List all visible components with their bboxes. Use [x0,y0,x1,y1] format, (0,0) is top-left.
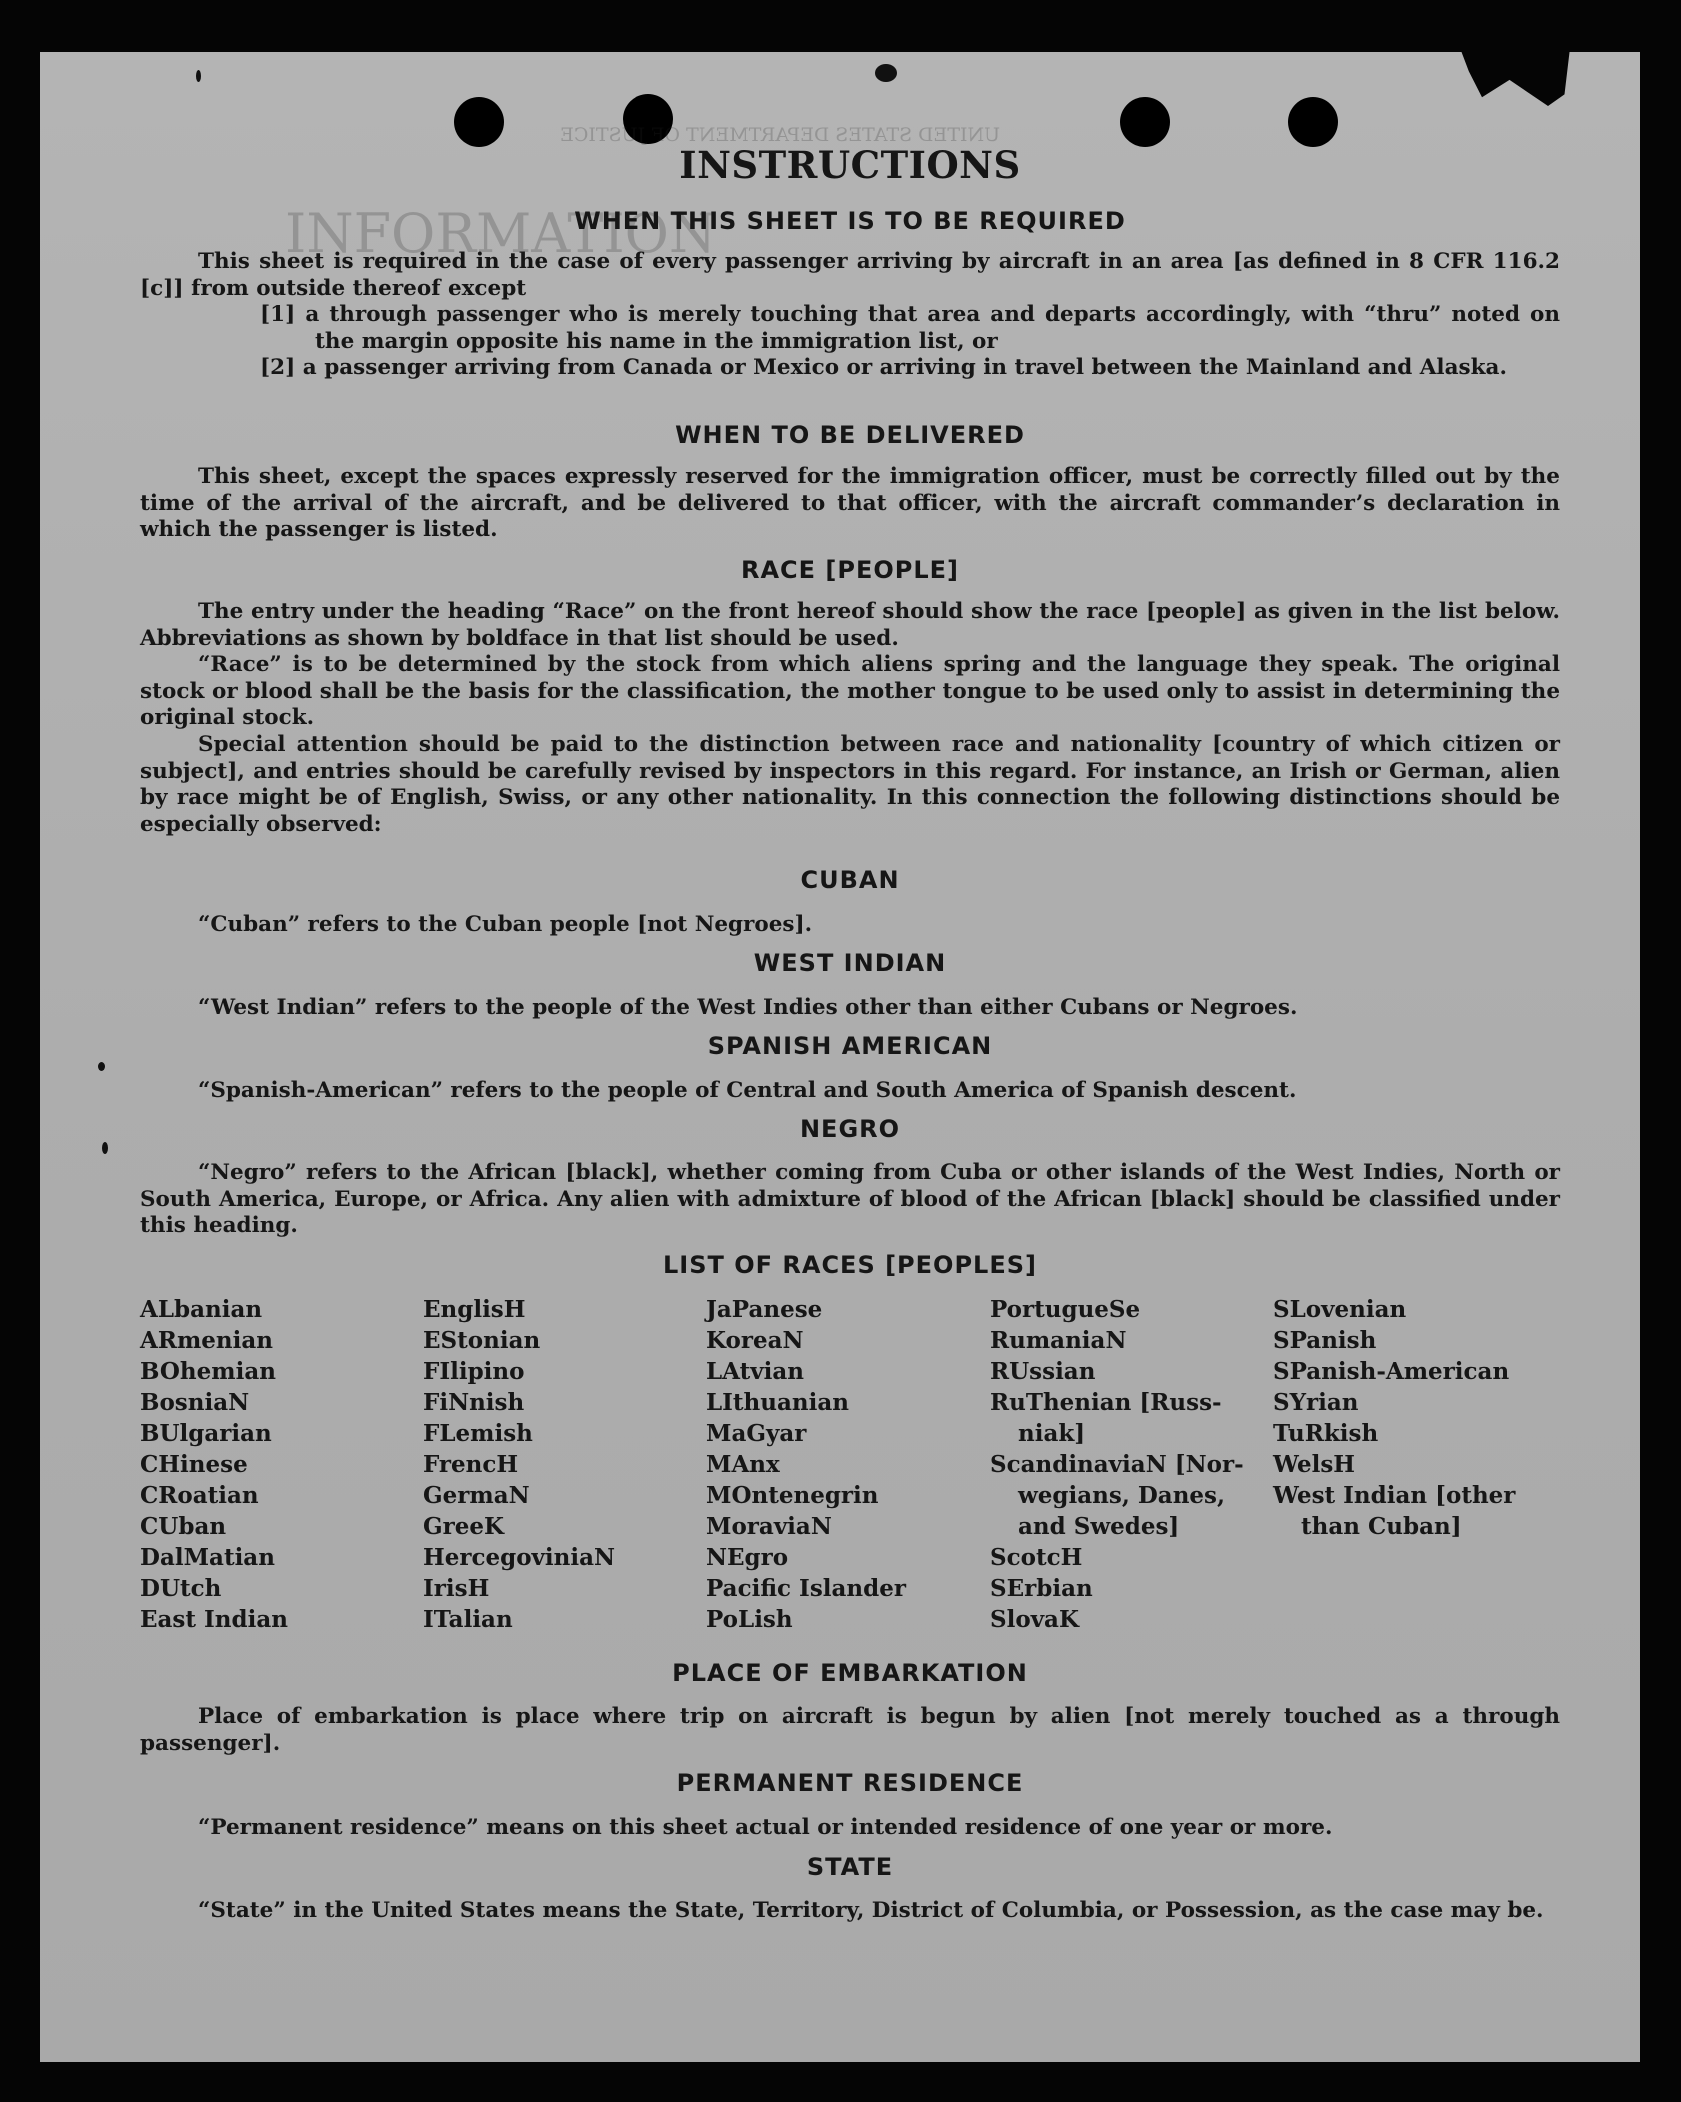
race-entry: HercegoviniaN [423,1544,616,1571]
race-entry: CHinese [140,1451,248,1478]
race-entry: PortugueSe [990,1296,1141,1323]
bleed-through-header: UNITED STATES DEPARTMENT OF JUSTICE [560,124,1001,146]
race-entry: EnglisH [423,1296,526,1323]
heading-list-of-races: LIST OF RACES [PEOPLES] [663,1251,1037,1279]
race-entry: IrisH [423,1575,490,1602]
races-list [140,1294,1560,1633]
race-paragraph-2: “Race” is to be determined by the stock from which aliens spring and the language they speak. The original stock or blood shall be the basis for the classification, the mother tongue to be used only to assist in determining the original stock. [140,652,1560,730]
heading-state: STATE [806,1853,894,1881]
spanish-american-text: “Spanish-American” refers to the people of Central and South America of Spanish descent. [198,1078,1297,1103]
race-entry: CRoatian [140,1482,259,1509]
page-title: INSTRUCTIONS [679,143,1021,187]
negro-text: “Negro” refers to the African [black], whether coming from Cuba or other islands of the West Indies, North or South America, Europe, or Africa. Any alien with admixture of blood of the African [black] should be classified under this heading. [140,1160,1560,1238]
race-entry: BUlgarian [140,1420,272,1447]
race-entry: BosniaN [140,1389,250,1416]
race-entry-continued: wegians, Danes, [1018,1482,1225,1509]
heading-race: RACE [PEOPLE] [740,556,960,584]
race-entry: PoLish [706,1606,793,1633]
cuban-text: “Cuban” refers to the Cuban people [not Negroes]. [198,912,813,937]
race-entry: EStonian [423,1327,541,1354]
residence-text: “Permanent residence” means on this sheet actual or intended residence of one year or more. [198,1815,1333,1840]
race-entry: FIlipino [423,1358,525,1385]
ink-speck [98,1062,105,1071]
ink-speck [196,70,201,82]
race-entry: TuRkish [1273,1420,1379,1447]
bleed-through-title: INFORMATION [285,202,717,265]
race-entry: ScotcH [990,1544,1083,1571]
race-entry: MoraviaN [706,1513,832,1540]
races-column-2 [423,1294,615,1635]
race-entry: LIthuanian [706,1389,849,1416]
torn-corner [1460,52,1570,106]
race-entry: RumaniaN [990,1327,1127,1354]
heading-permanent-residence: PERMANENT RESIDENCE [676,1769,1024,1797]
ink-speck [102,1142,108,1154]
race-entry: JaPanese [706,1296,823,1323]
race-entry-continued: niak] [1018,1420,1086,1447]
delivered-text: This sheet, except the spaces expressly reserved for the immigration officer, must be correctly filled out by the time of the arrival of the aircraft, and be delivered to that officer, with the aircraft commander’s declaration in which the passenger is listed. [140,464,1560,542]
heading-west-indian: WEST INDIAN [753,949,947,977]
race-entry: SPanish [1273,1327,1377,1354]
heading-place-of-embarkation: PLACE OF EMBARKATION [672,1659,1028,1687]
race-entry: East Indian [140,1606,288,1633]
race-entry: SPanish-American [1273,1358,1510,1385]
race-entry: KoreaN [706,1327,804,1354]
race-entry: MaGyar [706,1420,807,1447]
race-entry: NEgro [706,1544,789,1571]
race-entry: FiNnish [423,1389,525,1416]
punch-hole [1288,97,1338,147]
embarkation-text: Place of embarkation is place where trip on aircraft is begun by alien [not merely touched as a through passenger]. [140,1704,1560,1756]
race-entry: FLemish [423,1420,533,1447]
race-paragraph-3: Special attention should be paid to the distinction between race and nationality [country of which citizen or subject], and entries should be carefully revised by inspectors in this regard. For instance, an Irish or German, alien by race might be of English, Swiss, or any other nationality. In this connection the following distinctions should be especially observed: [140,732,1560,837]
race-entry: CUban [140,1513,227,1540]
race-entry: ALbanian [140,1296,263,1323]
race-entry: WelsH [1273,1451,1356,1478]
race-entry: BOhemian [140,1358,276,1385]
heading-negro: NEGRO [799,1115,901,1143]
race-entry: DalMatian [140,1544,275,1571]
document-sheet [40,52,1640,2062]
races-column-3 [706,1294,906,1635]
heading-spanish-american: SPANISH AMERICAN [707,1032,993,1060]
race-entry: DUtch [140,1575,222,1602]
heading-cuban: CUBAN [800,866,900,894]
races-column-1 [140,1294,288,1635]
required-item-1: [1] a through passenger who is merely touching that area and departs accordingly, with “thru” noted on the margin opposite his name in the immigration list, or [260,302,1560,354]
race-entry: LAtvian [706,1358,804,1385]
race-entry: Pacific Islander [706,1575,906,1602]
race-entry-continued: and Swedes] [1018,1513,1180,1540]
races-column-4 [990,1294,1244,1635]
heading-when-required: WHEN THIS SHEET IS TO BE REQUIRED [574,207,1126,235]
race-entry: FrencH [423,1451,519,1478]
race-entry: GermaN [423,1482,530,1509]
state-text: “State” in the United States means the State, Territory, District of Columbia, or Possession, as the case may be. [198,1898,1544,1923]
race-entry: GreeK [423,1513,505,1540]
race-entry: ScandinaviaN [Nor- [990,1451,1244,1478]
race-entry: MOntenegrin [706,1482,879,1509]
punch-hole [454,97,504,147]
race-entry: MAnx [706,1451,780,1478]
ink-speck [875,64,897,82]
race-entry: SYrian [1273,1389,1359,1416]
race-paragraph-1: The entry under the heading “Race” on the front hereof should show the race [people] as given in the list below. Abbreviations as shown by boldface in that list should be used. [140,599,1560,651]
race-entry: RuThenian [Russ- [990,1389,1222,1416]
race-entry: ARmenian [140,1327,274,1354]
punch-hole [1120,97,1170,147]
race-entry: RUssian [990,1358,1096,1385]
races-column-5 [1273,1294,1515,1542]
race-entry: SErbian [990,1575,1093,1602]
race-entry: SlovaK [990,1606,1079,1633]
race-entry-continued: than Cuban] [1301,1513,1462,1540]
heading-when-delivered: WHEN TO BE DELIVERED [675,421,1025,449]
race-entry: ITalian [423,1606,513,1633]
required-item-2: [2] a passenger arriving from Canada or Mexico or arriving in travel between the Mainland and Alaska. [260,355,1507,380]
west-indian-text: “West Indian” refers to the people of the West Indies other than either Cubans or Negroes. [198,995,1298,1020]
required-intro: This sheet is required in the case of every passenger arriving by aircraft in an area [as defined in 8 CFR 116.2 [c]] from outside thereof except [140,249,1560,301]
race-entry: SLovenian [1273,1296,1407,1323]
race-entry: West Indian [other [1273,1482,1516,1509]
